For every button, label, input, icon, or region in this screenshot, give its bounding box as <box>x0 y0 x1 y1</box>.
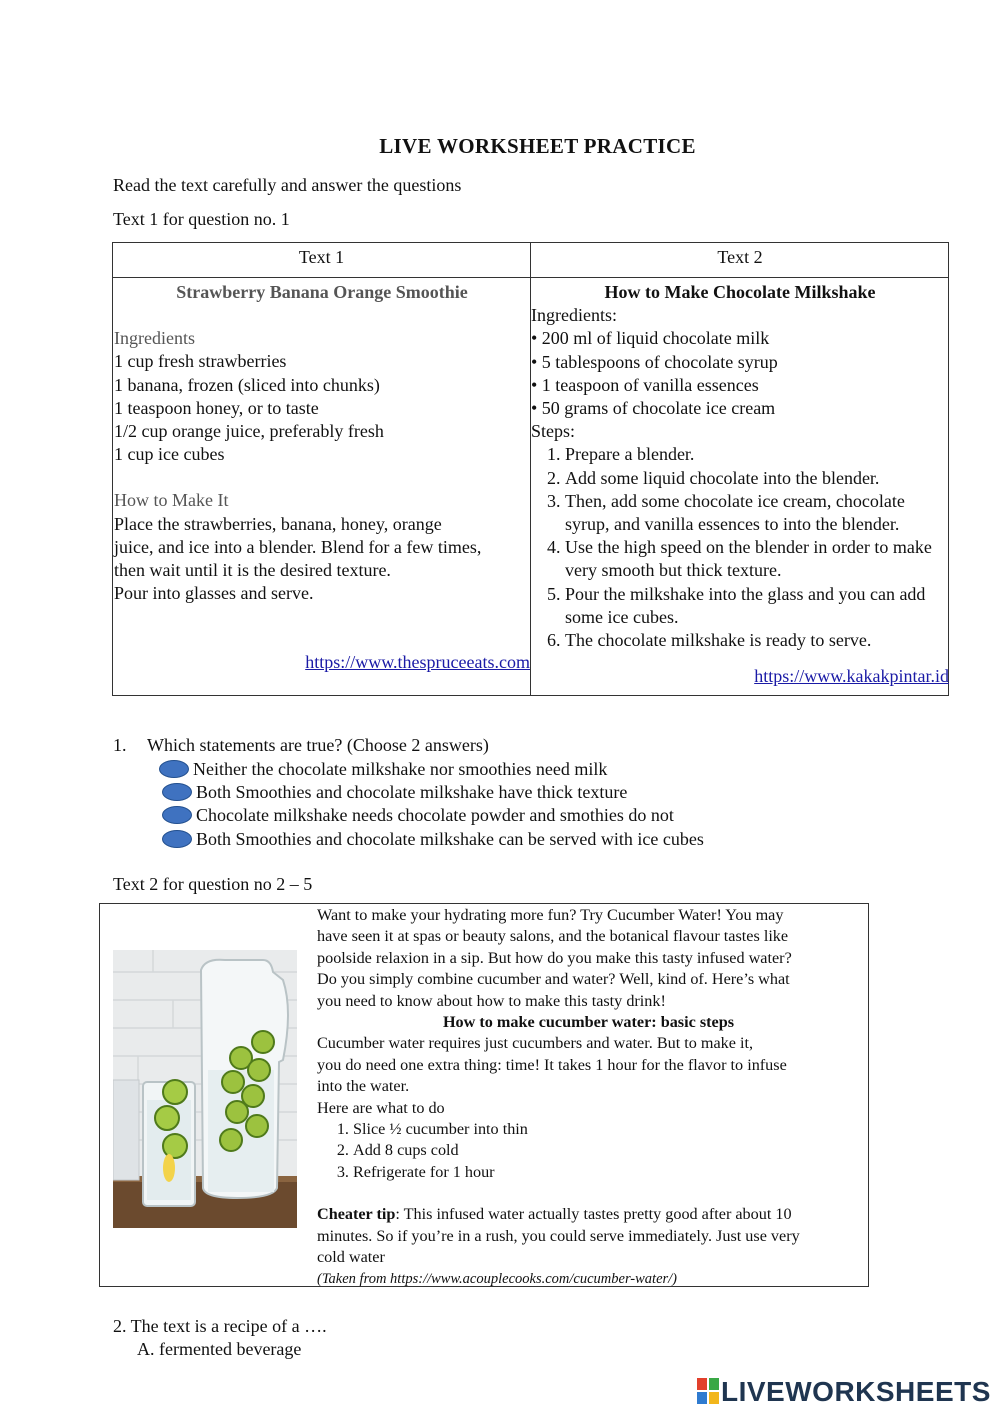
radio-button[interactable] <box>162 783 192 801</box>
instructions: Read the text carefully and answer the questions <box>113 175 462 195</box>
list-item: • 1 teaspoon of vanilla essences <box>531 374 759 395</box>
list-item: 3. Refrigerate for 1 hour <box>353 1162 860 1183</box>
question-number: 1. <box>113 735 127 755</box>
cucumber-article <box>317 905 860 1290</box>
list-item: 2. Add some liquid chocolate into the blender. <box>565 467 949 490</box>
article-subheading: How to make cucumber water: basic steps <box>442 1013 735 1032</box>
question-2: 2. The text is a recipe of a …. <box>113 1316 327 1336</box>
body-line: Cucumber water requires just cucumbers and water. But to make it, <box>317 1034 754 1053</box>
cheater-tip: Cheater tip: This infused water actually tastes pretty good after about 10 <box>317 1205 792 1224</box>
list-item: 6. The chocolate milkshake is ready to serve. <box>565 629 949 652</box>
list-item: • 5 tablespoons of chocolate syrup <box>531 351 778 372</box>
cucumber-steps <box>317 1119 860 1183</box>
list-item: 1. Prepare a blender. <box>565 443 949 466</box>
list-item: 1 cup fresh strawberries <box>114 351 287 372</box>
list-item: 5. Pour the milkshake into the glass and you can add some ice cubes. <box>565 583 949 629</box>
answer-option-2[interactable]: Both Smoothies and chocolate milkshake have thick texture <box>162 781 627 804</box>
list-item: • 200 ml of liquid chocolate milk <box>531 328 770 349</box>
answer-option-a: A. fermented beverage <box>137 1339 302 1359</box>
question-1 <box>113 734 489 757</box>
radio-button[interactable] <box>159 760 189 778</box>
milkshake-recipe <box>531 281 949 688</box>
table-header-text2: Text 2 <box>717 247 763 267</box>
milkshake-source-link[interactable]: https://www.kakakpintar.id <box>754 666 949 687</box>
question-prompt: Which statements are true? (Choose 2 answers) <box>147 735 489 755</box>
radio-button[interactable] <box>162 830 192 848</box>
intro-line: Want to make your hydrating more fun? Try Cucumber Water! You may <box>317 906 784 924</box>
answer-option-4[interactable]: Both Smoothies and chocolate milkshake can be served with ice cubes <box>162 828 704 851</box>
tip-line: cold water <box>317 1248 385 1267</box>
list-item: 1/2 cup orange juice, preferably fresh <box>114 421 384 442</box>
method-line: Place the strawberries, banana, honey, orange <box>114 513 442 534</box>
article-source: (Taken from https://www.acouplecooks.com/cucumber-water/) <box>317 1270 678 1287</box>
method-line: juice, and ice into a blender. Blend for a few times, <box>114 536 482 557</box>
table-header-text1: Text 1 <box>298 247 345 267</box>
page-title: LIVE WORKSHEET PRACTICE <box>379 134 696 158</box>
recipes-table <box>112 242 949 696</box>
smoothie-ingredients-heading: Ingredients <box>114 328 195 349</box>
milkshake-steps-heading: Steps: <box>531 421 576 442</box>
method-line: Pour into glasses and serve. <box>114 583 314 604</box>
cucumber-water-photo <box>113 950 297 1228</box>
smoothie-recipe <box>114 281 530 675</box>
milkshake-title: How to Make Chocolate Milkshake <box>604 282 876 302</box>
text1-label: Text 1 for question no. 1 <box>113 209 290 229</box>
tip-line: minutes. So if you’re in a rush, you could serve immediately. Just use very <box>317 1226 800 1245</box>
todo-label: Here are what to do <box>317 1098 445 1117</box>
answer-option-3[interactable]: Chocolate milkshake needs chocolate powder and smothies do not <box>162 804 674 827</box>
intro-line: poolside relaxion in a sip. But how do you make this tasty infused water? <box>317 948 792 967</box>
body-line: you do need one extra thing: time! It takes 1 hour for the flavor to infuse <box>317 1055 787 1074</box>
liveworksheets-logo: LIVEWORKSHEETS <box>697 1376 991 1408</box>
radio-button[interactable] <box>162 806 192 824</box>
list-item: 4. Use the high speed on the blender in order to make very smooth but thick texture. <box>565 536 949 582</box>
milkshake-steps <box>531 443 949 652</box>
cucumber-text-box <box>99 903 869 1287</box>
milkshake-ingredients-heading: Ingredients: <box>531 305 617 326</box>
method-line: then wait until it is the desired texture. <box>114 560 391 581</box>
answer-option-1[interactable]: Neither the chocolate milkshake nor smoothies need milk <box>159 758 607 781</box>
list-item: • 50 grams of chocolate ice cream <box>531 398 776 419</box>
list-item: 1 cup ice cubes <box>114 444 225 465</box>
text2-label: Text 2 for question no 2 – 5 <box>113 874 313 894</box>
body-line: into the water. <box>317 1077 410 1096</box>
intro-line: Do you simply combine cucumber and water? Well, kind of. Here’s what <box>317 970 790 989</box>
smoothie-method-heading: How to Make It <box>114 490 229 511</box>
list-item: 1. Slice ½ cucumber into thin <box>353 1119 860 1140</box>
intro-line: you need to know about how to make this tasty drink! <box>317 991 666 1010</box>
intro-line: have seen it at spas or beauty salons, and the botanical flavour tastes like <box>317 927 789 946</box>
smoothie-source-link[interactable]: https://www.thespruceeats.com <box>305 652 530 673</box>
list-item: 1 banana, frozen (sliced into chunks) <box>114 374 380 395</box>
list-item: 2. Add 8 cups cold <box>353 1140 860 1161</box>
logo-icon <box>697 1378 719 1404</box>
smoothie-title: Strawberry Banana Orange Smoothie <box>176 282 468 302</box>
list-item: 3. Then, add some chocolate ice cream, chocolate syrup, and vanilla essences to into the blender. <box>565 490 949 536</box>
list-item: 1 teaspoon honey, or to taste <box>114 397 319 418</box>
